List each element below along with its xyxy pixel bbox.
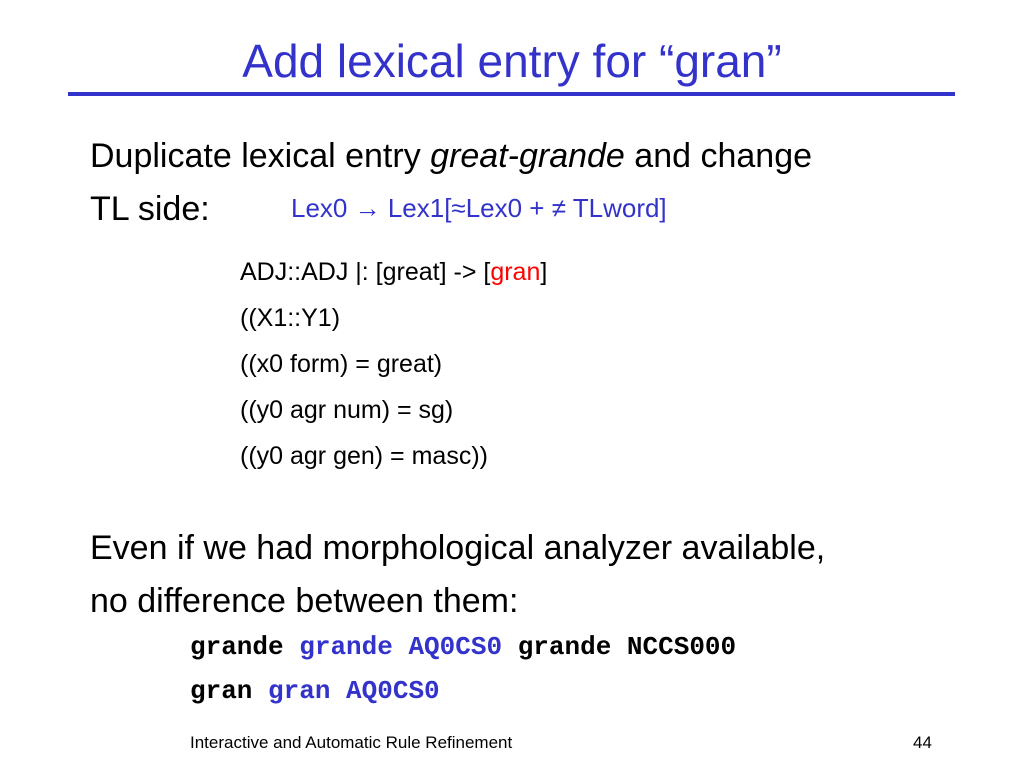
rule-line: ((x0 form) = great) bbox=[240, 350, 443, 378]
intro-line-2: TL side: bbox=[90, 190, 210, 228]
analysis-noun-reading: grande NCCS000 bbox=[517, 632, 737, 662]
rule-header-post: ] bbox=[540, 258, 548, 286]
intro-text-post: and change bbox=[624, 137, 813, 175]
rule-header-pre: ADJ::ADJ |: [great] -> [ bbox=[240, 258, 491, 286]
paragraph-2-line-2: no difference between them: bbox=[90, 582, 519, 620]
intro-text-pre: Duplicate lexical entry bbox=[90, 137, 431, 175]
rule-line: ((X1::Y1) bbox=[240, 304, 341, 332]
rule-line: ((y0 agr num) = sg) bbox=[240, 396, 454, 424]
page-number: 44 bbox=[913, 733, 932, 752]
analysis-word: gran bbox=[190, 676, 253, 706]
analysis-adjective-reading: gran AQ0CS0 bbox=[268, 676, 440, 706]
paragraph-2-line-1: Even if we had morphological analyzer available, bbox=[90, 529, 826, 567]
analysis-word: grande bbox=[190, 632, 284, 662]
rule-header bbox=[240, 257, 547, 287]
intro-line-1 bbox=[90, 136, 812, 177]
analysis-adjective-reading: grande AQ0CS0 bbox=[299, 632, 503, 662]
analysis-row-gran bbox=[190, 676, 440, 707]
rule-header-highlight: gran bbox=[490, 258, 541, 286]
intro-entry-name: great-grande bbox=[430, 137, 625, 175]
analysis-row-grande bbox=[190, 632, 736, 663]
lexicon-formula: Lex0 → Lex1[≈Lex0 + ≠ TLword] bbox=[291, 193, 667, 223]
rule-line: ((y0 agr gen) = masc)) bbox=[240, 442, 488, 470]
footer-text: Interactive and Automatic Rule Refinement bbox=[190, 733, 513, 752]
slide-title: Add lexical entry for “gran” bbox=[242, 35, 782, 87]
title-underline bbox=[68, 92, 955, 96]
